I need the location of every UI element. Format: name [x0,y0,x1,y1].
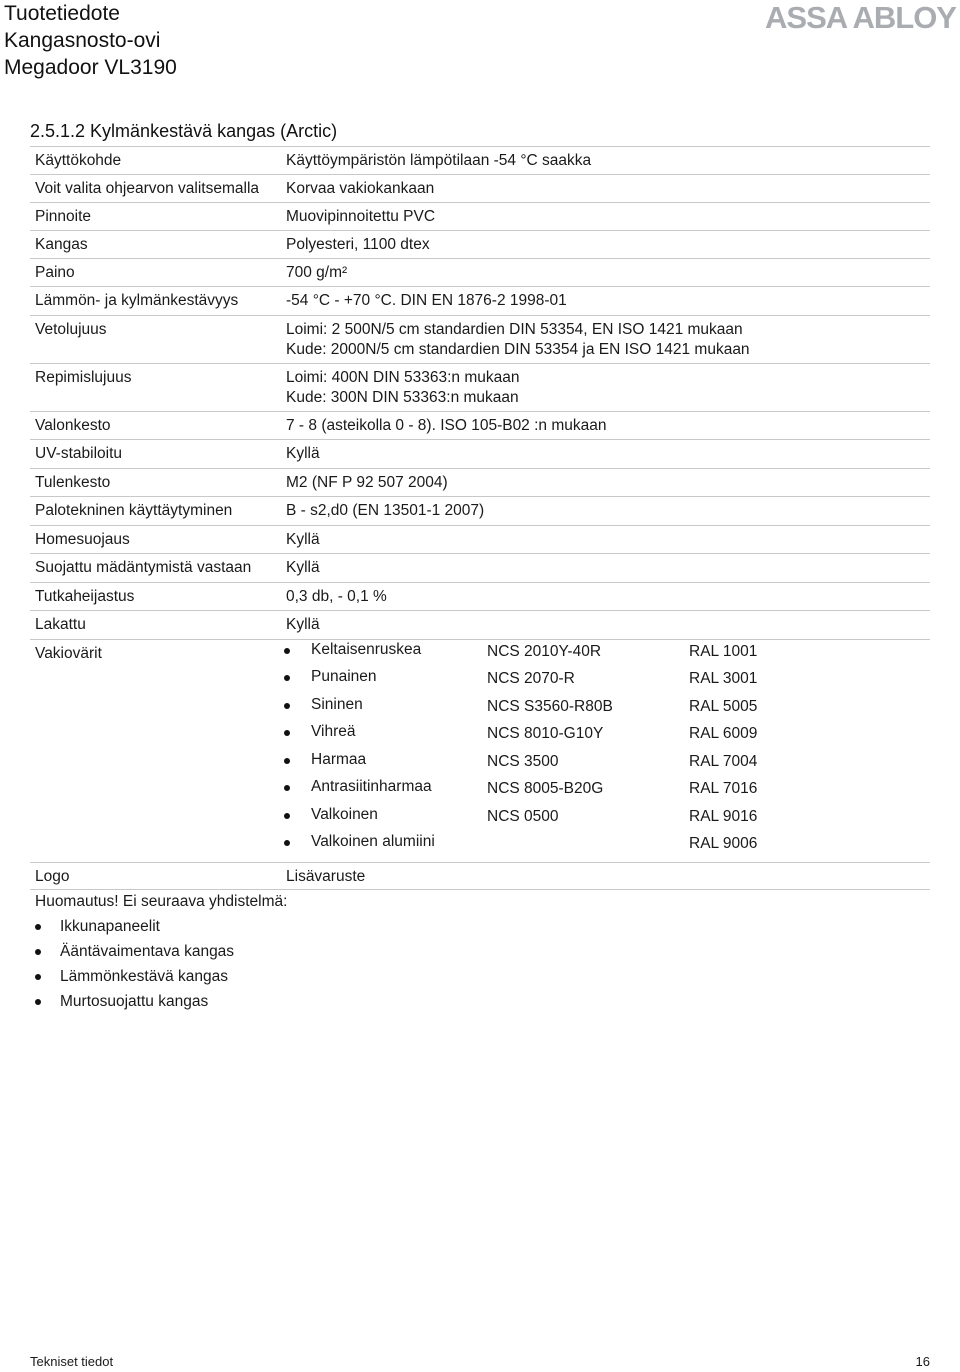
footer-section: Tekniset tiedot [30,1354,114,1369]
bullet-icon [284,648,290,654]
row-value [286,416,607,436]
row-value [286,444,320,464]
spec-row [30,468,930,497]
bullet-icon [284,840,290,846]
color-name: Valkoinen alumiini [311,833,435,850]
color-name: Punainen [311,668,377,685]
note-item-text: Ikkunapaneelit [60,918,160,935]
bullet-icon [284,813,290,819]
row-label: Tulenkesto [35,473,111,491]
row-value [286,320,750,360]
spec-row [30,146,930,174]
section-heading: 2.5.1.2 Kylmänkestävä kangas (Arctic) [30,121,338,141]
row-label: Paino [35,264,75,281]
row-label: UV-stabiloitu [35,445,123,462]
spec-row [30,610,930,639]
row-value [286,291,567,311]
title-line-2: Kangasnosto-ovi [4,29,161,52]
spec-row [30,174,930,202]
color-list [278,640,918,860]
page-number: 16 [915,1354,930,1369]
row-value-line: M2 (NF P 92 507 2004) [286,473,448,491]
spec-row [30,286,930,315]
row-value-line: 700 g/m² [286,264,348,281]
bullet-icon [284,785,290,791]
color-name: Antrasiitinharmaa [311,778,432,795]
color-item [278,805,918,833]
bullet-icon [284,703,290,709]
bullet-icon [284,675,290,681]
row-label: Repimislujuus [35,368,132,386]
row-label: Suojattu mädäntymistä vastaan [35,559,252,576]
row-value-line: Loimi: 2 500N/5 cm standardien DIN 53354, EN ISO 1421 mukaan [286,320,743,338]
ral-code: RAL 7016 [689,780,758,797]
bullet-icon [35,924,41,930]
row-value [286,558,320,578]
spec-row [30,439,930,468]
row-label: Pinnoite [35,208,92,225]
bullet-icon [35,999,41,1005]
color-item [278,722,918,750]
row-label: Voit valita ohjearvon valitsemalla [35,180,260,197]
row-value [286,179,434,199]
row-value-line: Kyllä [286,530,320,548]
row-value-line: Korvaa vakiokankaan [286,180,435,197]
ncs-code: NCS 8010-G10Y [487,725,604,742]
spec-row [30,363,930,411]
row-label: Palotekninen käyttäytyminen [35,502,233,519]
row-label: Käyttökohde [35,152,122,169]
row-value-line: Kude: 300N DIN 53363:n mukaan [286,388,519,406]
title-line-1: Tuotetiedote [4,2,120,25]
standard-colors-row [30,639,930,862]
spec-row [30,411,930,440]
note-item-text: Ääntävaimentava kangas [60,943,235,960]
logo-row [30,862,930,890]
bullet-icon [35,949,41,955]
color-name: Harmaa [311,750,367,768]
row-value-line: Kyllä [286,616,320,633]
spec-row [30,230,930,258]
row-value-line: Polyesteri, 1100 dtex [286,236,430,253]
ncs-code: NCS 3500 [487,752,559,770]
row-value [286,501,484,521]
spec-rows [30,146,930,639]
row-value-line: Kyllä [286,559,320,576]
color-name: Keltaisenruskea [311,640,422,658]
color-item [278,750,918,778]
row-value-line: Käyttöympäristön lämpötilaan -54 °C saakka [286,152,592,169]
row-label: Logo [35,867,70,885]
color-item [278,832,918,860]
spec-row [30,525,930,554]
row-value-line: Kude: 2000N/5 cm standardien DIN 53354 ja EN ISO 1421 mukaan [286,340,750,358]
spec-row [30,202,930,230]
document-title [4,0,177,81]
color-item [278,695,918,723]
spec-row [30,496,930,525]
bullet-icon [284,730,290,736]
row-value [286,151,591,171]
note-item-text: Lämmönkestävä kangas [60,968,229,985]
note-item [35,917,287,942]
bullet-icon [35,974,41,980]
spec-row [30,553,930,582]
ral-code: RAL 7004 [689,752,758,770]
row-value [286,263,347,283]
note-title: Huomautus! Ei seuraava yhdistelmä: [35,893,288,910]
row-value [286,368,520,408]
ral-code: RAL 5005 [689,697,758,715]
note [35,892,287,1017]
bullet-icon [284,758,290,764]
ral-code: RAL 9006 [689,835,758,852]
color-item [278,777,918,805]
row-value [286,473,448,493]
note-item [35,992,287,1017]
ral-code: RAL 9016 [689,807,758,825]
ncs-code: NCS 2010Y-40R [487,642,602,660]
row-value-line: 7 - 8 (asteikolla 0 - 8). ISO 105-B02 :n mukaan [286,416,607,434]
row-value-line: -54 °C - +70 °C. DIN EN 1876-2 1998-01 [286,292,567,309]
note-item [35,967,287,992]
row-label: Lakattu [35,616,86,633]
row-value [286,207,435,227]
row-value: Lisävaruste [286,867,366,885]
ral-code: RAL 1001 [689,642,758,660]
row-label: Vakiovärit [35,644,102,662]
row-value-line: 0,3 db, - 0,1 % [286,587,387,605]
spec-row [30,315,930,363]
row-value-line: Kyllä [286,445,320,462]
row-value-line: B - s2,d0 (EN 13501-1 2007) [286,502,485,519]
ncs-code: NCS S3560-R80B [487,697,613,715]
spec-row [30,582,930,611]
row-value [286,615,320,635]
ral-code: RAL 3001 [689,670,758,687]
ncs-code: NCS 8005-B20G [487,780,604,797]
row-value [286,587,387,607]
note-item [35,942,287,967]
ral-code: RAL 6009 [689,725,758,742]
ncs-code: NCS 2070-R [487,670,575,687]
color-name: Sininen [311,695,363,713]
ncs-code: NCS 0500 [487,807,559,825]
row-label: Kangas [35,236,88,253]
row-label: Tutkaheijastus [35,587,135,605]
spec-table [30,146,930,890]
title-line-3: Megadoor VL3190 [4,56,177,79]
row-label: Vetolujuus [35,320,107,338]
spec-row [30,258,930,286]
row-value-line: Muovipinnoitettu PVC [286,208,436,225]
color-item [278,667,918,695]
row-value-line: Loimi: 400N DIN 53363:n mukaan [286,368,520,386]
row-label: Homesuojaus [35,530,130,548]
color-name: Vihreä [311,723,356,740]
row-value [286,235,430,255]
color-name: Valkoinen [311,805,378,823]
note-list [35,917,287,1017]
row-label: Valonkesto [35,416,111,434]
assa-abloy-logo: ASSA ABLOY [765,0,956,35]
row-value [286,530,320,550]
color-item [278,640,918,668]
note-item-text: Murtosuojattu kangas [60,993,209,1010]
row-label: Lämmön- ja kylmänkestävyys [35,292,239,309]
